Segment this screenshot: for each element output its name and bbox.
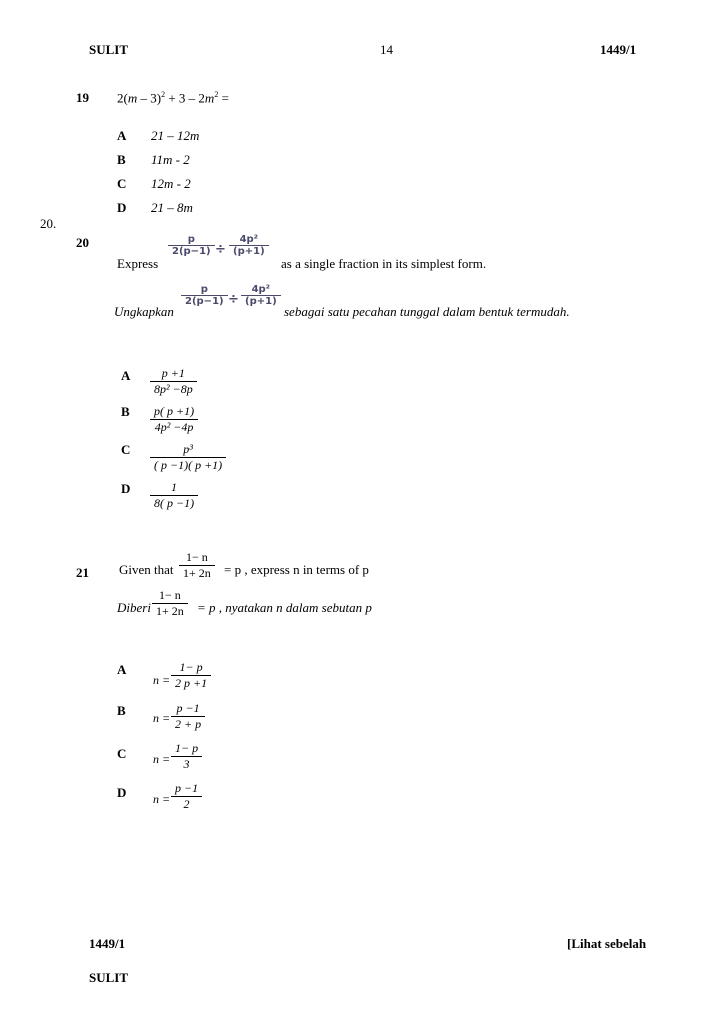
q20-fraction-1: $\frac{p}{2(p-1)}$ <box>168 234 215 257</box>
q20-option-b-fraction: $\frac{p( p +1)}{\text{4p² −4p}}$ <box>150 404 198 435</box>
q19-option-c-text: 12m - 2 <box>151 176 191 191</box>
q21-option-b-letter: B <box>117 703 126 718</box>
q20-option-d-fraction: $\frac{1}{8( p -1)}$ <box>150 480 198 511</box>
q20-option-b-letter: B <box>121 404 130 419</box>
q20-fraction-2: $\frac{\text{4p²}}{(p+1)}$ <box>229 234 269 257</box>
q21-given-label: Given that <box>119 562 174 577</box>
q20-fraction-2-malay: $\frac{\text{4p²}}{(p+1)}$ <box>241 284 281 307</box>
q20-option-d-letter: D <box>121 481 131 496</box>
q21-fraction-malay: $\frac{1- n}{1+ 2n}$ <box>152 588 188 619</box>
q20-express-label: Express <box>117 256 159 271</box>
q21-option-b-lhs: n = <box>153 711 171 725</box>
q21-option-b-fraction: $\frac{p -1}{2 + p}$ <box>171 701 205 732</box>
question-20-number: 20 <box>76 235 89 250</box>
q21-option-a-lhs: n = <box>153 673 171 687</box>
q21-diberi-label: Diberi <box>117 600 151 615</box>
q21-diberi-tail: = p , nyatakan n dalam sebutan p <box>197 600 372 615</box>
q21-option-c-letter: C <box>117 746 127 761</box>
question-19-stem: $2(m - 3)^2 + 3 - 2m^2$ = <box>117 90 229 106</box>
footer-code: 1449/1 <box>89 936 126 951</box>
footer-sulit: SULIT <box>89 970 129 985</box>
q21-option-d-fraction: $\frac{p -1}{2}$ <box>171 781 202 812</box>
q19-option-a-text: 21 – 12m <box>151 128 200 143</box>
margin-number-note: 20. <box>40 216 57 231</box>
q20-ungkapkan-label: Ungkapkan <box>114 304 174 319</box>
q20-option-c-letter: C <box>121 442 131 457</box>
q19-option-d-letter: D <box>117 200 127 215</box>
q19-option-b-text: 11m - 2 <box>151 152 190 167</box>
q19-option-c-letter: C <box>117 176 127 191</box>
header-sulit: SULIT <box>89 42 129 57</box>
q19-option-b-letter: B <box>117 152 126 167</box>
q21-fraction: $\frac{1- n}{1+ 2n}$ <box>179 550 215 581</box>
q20-option-a-fraction: $\frac{p +1}{\text{8p² −8p}}$ <box>150 366 197 397</box>
q19-option-a-letter: A <box>117 128 127 143</box>
q21-option-d-lhs: n = <box>153 792 171 806</box>
question-19-number: 19 <box>76 90 89 105</box>
q21-option-c-lhs: n = <box>153 752 171 766</box>
q21-option-a-fraction: $\frac{1- p}{2 p +1}$ <box>171 660 211 691</box>
q21-option-d-letter: D <box>117 785 127 800</box>
header-code: 1449/1 <box>600 42 637 57</box>
q21-given-tail: = p , express n in terms of p <box>224 562 369 577</box>
q20-fraction-1-malay: $\frac{p}{2(p-1)}$ <box>181 284 228 307</box>
q21-option-c-fraction: $\frac{1- p}{3}$ <box>171 741 202 772</box>
question-21-number: 21 <box>76 565 89 580</box>
divide-symbol: ÷ <box>215 242 226 257</box>
footer-next-page: [Lihat sebelah <box>567 936 647 951</box>
q20-express-tail: as a single fraction in its simplest form. <box>281 256 487 271</box>
q20-option-a-letter: A <box>121 368 131 383</box>
page-number: 14 <box>380 42 393 57</box>
q21-option-a-letter: A <box>117 662 127 677</box>
q20-option-c-fraction: $\frac{\text{p³}}{( p -1)( p +1)}$ <box>150 442 226 473</box>
divide-symbol-malay: ÷ <box>228 292 239 307</box>
q20-ungkapkan-tail: sebagai satu pecahan tunggal dalam bentuk termudah. <box>284 304 570 319</box>
q19-option-d-text: 21 – 8m <box>151 200 193 215</box>
